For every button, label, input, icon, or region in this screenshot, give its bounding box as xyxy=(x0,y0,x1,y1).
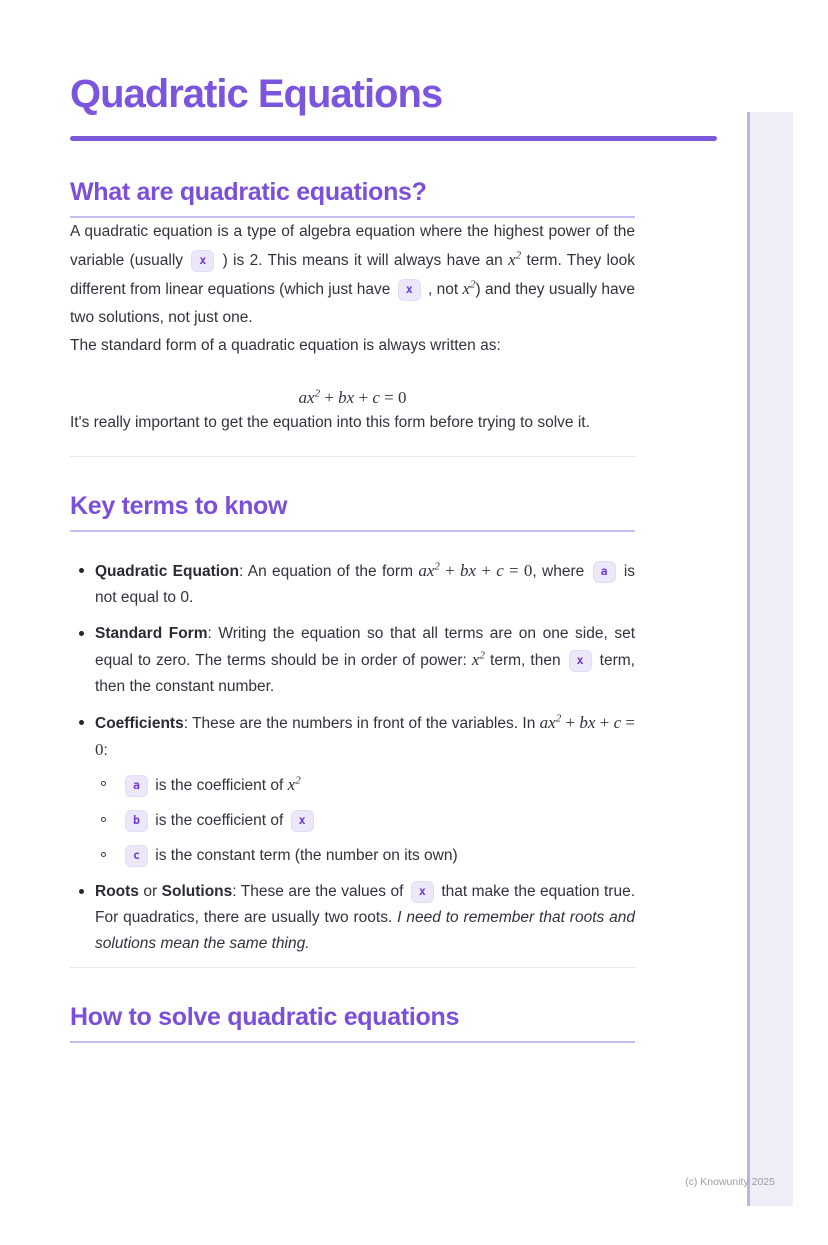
bullet-circle-icon xyxy=(101,781,106,786)
section-divider xyxy=(70,456,635,457)
math-operator: = 0 xyxy=(503,561,533,580)
section-divider xyxy=(70,967,635,968)
math-operator: = 0 xyxy=(379,388,407,407)
inline-code-badge: b xyxy=(125,810,148,832)
standard-form-formula xyxy=(70,386,635,409)
inline-code-badge: x xyxy=(569,650,592,672)
math-expression: c xyxy=(372,388,380,407)
superscript: 2 xyxy=(515,249,522,262)
inline-code-badge: x xyxy=(291,810,314,832)
sub-item-text: c is the constant term (the number on its own) xyxy=(122,847,458,864)
sub-item-text: b is the coefficient of x xyxy=(122,812,317,829)
bullet-disc-icon xyxy=(79,568,84,573)
intro-paragraph-1: A quadratic equation is a type of algebra equation where the highest power of the variable (usually x ) is 2. This means it will always have an $x^2$ term. They look different from linear equations (which just have x , not $x^2$) and they usually have two solutions, not just one. xyxy=(70,223,636,326)
inline-code-badge: c xyxy=(125,845,148,867)
sub-item-a xyxy=(95,772,635,799)
key-terms-list xyxy=(70,558,635,957)
inline-code-badge: a xyxy=(125,775,148,797)
list-item-coefficients xyxy=(70,710,635,869)
inline-code-badge: x xyxy=(191,250,214,272)
list-item-text: Standard Form: Writing the equation so that all terms are on one side, set equal to zero. The terms should be in order of power: $x^2$ term, then x term, then the constant number. xyxy=(95,625,635,695)
bold-term: Roots xyxy=(95,883,139,900)
copyright-text: (c) Knowunity 2025 xyxy=(685,1176,775,1188)
math-expression: bx xyxy=(460,561,477,580)
section-heading-what-are: What are quadratic equations? xyxy=(70,179,635,218)
section-what-are-quadratic-equations xyxy=(70,179,635,437)
bullet-disc-icon xyxy=(79,889,84,894)
title-underline-rule xyxy=(70,136,717,141)
section-heading-key-terms: Key terms to know xyxy=(70,493,635,532)
bold-term: Solutions xyxy=(161,883,233,900)
list-item-standard-form xyxy=(70,621,635,700)
inline-code-badge: x xyxy=(411,881,434,903)
math-expression: $ax^2$ xyxy=(298,387,321,407)
math-operator: = 0 xyxy=(95,713,636,759)
math-operator: + xyxy=(354,388,373,407)
math-expression: $x^2$ xyxy=(471,649,485,669)
math-expression: bx xyxy=(338,388,355,407)
math-expression: $x^2$ xyxy=(287,774,301,794)
superscript: 2 xyxy=(314,387,321,400)
italic-note: I need to remember that roots and solutions mean the same thing. xyxy=(95,909,635,952)
inline-code-badge: x xyxy=(398,279,421,301)
math-operator: + xyxy=(561,713,580,732)
document-content xyxy=(70,74,635,1043)
coefficients-sub-list xyxy=(95,772,635,869)
math-expression: $x^2$ xyxy=(462,278,476,298)
math-operator: + xyxy=(320,388,339,407)
side-accent-strip xyxy=(747,112,793,1206)
bullet-disc-icon xyxy=(79,720,84,725)
inline-code-badge: a xyxy=(593,561,616,583)
intro-paragraph-3: It's really important to get the equation into this form before trying to solve it. xyxy=(70,414,590,431)
math-operator: + xyxy=(439,561,460,580)
bullet-disc-icon xyxy=(79,631,84,636)
superscript: 2 xyxy=(295,774,301,787)
math-expression: c xyxy=(613,713,622,732)
math-operator: + xyxy=(595,713,614,732)
list-item-roots-solutions xyxy=(70,879,635,957)
math-expression: $ax^2$ xyxy=(539,712,562,732)
list-item-text: Coefficients: These are the numbers in front of the variables. In $ax^2$ + bx + c = 0: xyxy=(95,712,636,759)
sub-item-c xyxy=(95,843,635,869)
superscript: 2 xyxy=(479,649,485,662)
math-expression: $ax^2$ xyxy=(418,560,440,580)
sub-item-b xyxy=(95,808,635,834)
bullet-circle-icon xyxy=(101,852,106,857)
math-operator: + xyxy=(476,561,497,580)
bold-term: Coefficients xyxy=(95,715,184,732)
math-expression: bx xyxy=(579,713,596,732)
sub-item-text: a is the coefficient of $x^2$ xyxy=(122,777,301,794)
superscript: 2 xyxy=(470,278,476,291)
page-title: Quadratic Equations xyxy=(70,72,443,116)
bullet-circle-icon xyxy=(101,817,106,822)
math-expression: c xyxy=(496,561,504,580)
bold-term: Standard Form xyxy=(95,625,208,642)
superscript: 2 xyxy=(555,712,562,725)
list-item-text: Roots or Solutions: These are the values of x that make the equation true. For quadratics, there are usually two roots. I need to remember that roots and solutions mean the same thing. xyxy=(95,883,636,952)
section-how-to-solve xyxy=(70,1004,635,1043)
section-key-terms xyxy=(70,493,635,957)
intro-paragraph-2: The standard form of a quadratic equation is always written as: xyxy=(70,337,501,354)
section-heading-how-to-solve: How to solve quadratic equations xyxy=(70,1004,635,1043)
list-item-quadratic-equation xyxy=(70,558,635,611)
superscript: 2 xyxy=(434,560,440,573)
math-expression: $x^2$ xyxy=(508,249,522,269)
list-item-text: Quadratic Equation: An equation of the form $ax^2$ + bx + c = 0, where a is not equal to 0. xyxy=(95,560,636,606)
bold-term: Quadratic Equation xyxy=(95,563,239,580)
